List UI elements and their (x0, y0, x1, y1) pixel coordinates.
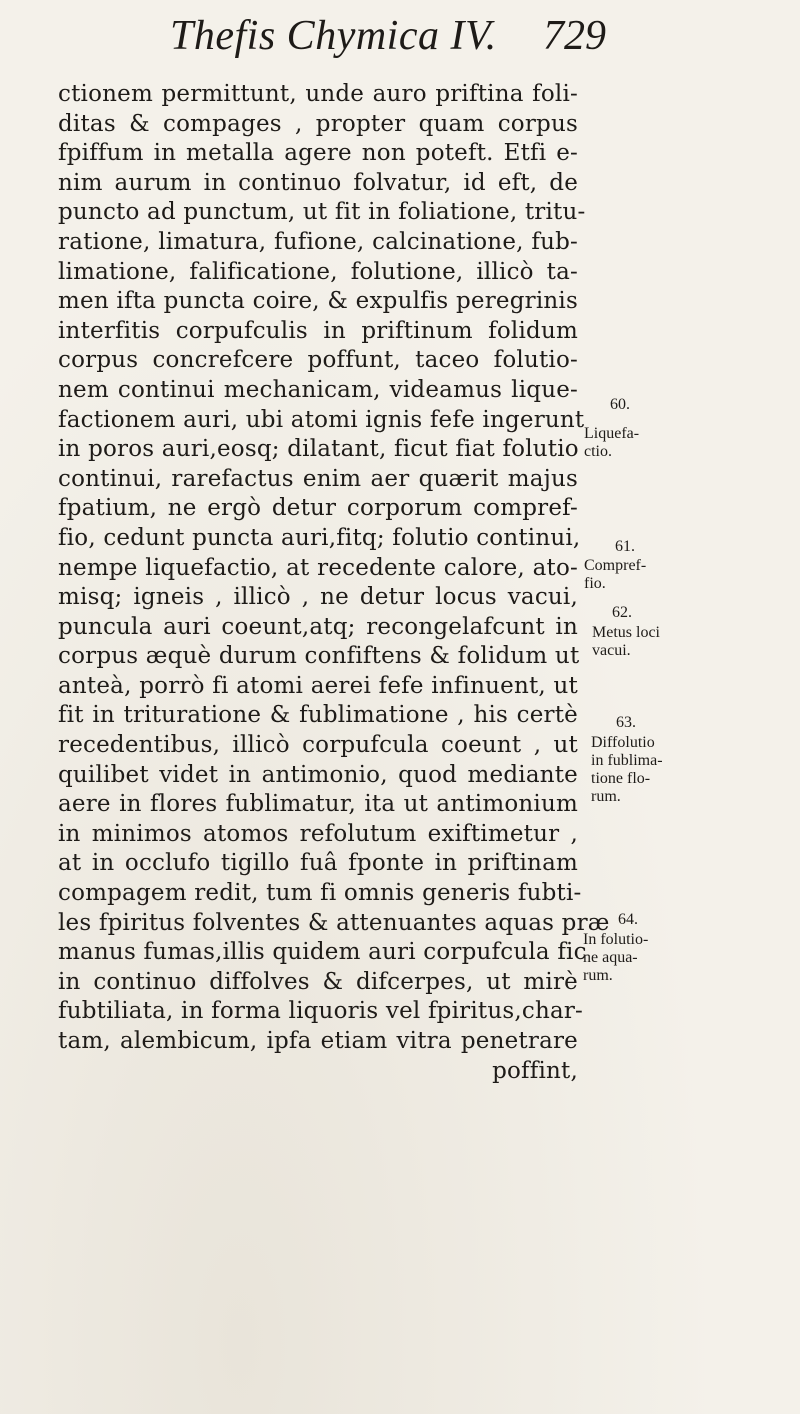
text-line: recedentibus, illicò corpufcula coeunt , ut (58, 732, 578, 759)
margin-note-number: 64. (618, 911, 638, 928)
text-line: ditas & compages , propter quam corpus (58, 110, 578, 137)
text-line: limatione, falificatione, folutione, illicò ta- (58, 258, 578, 285)
margin-note-63 (616, 714, 636, 732)
margin-note-64 (618, 911, 638, 929)
margin-note-text: Liquefa- (584, 425, 640, 442)
page-number: 729 (543, 13, 606, 59)
margin-note-text: rum. (591, 788, 621, 805)
text-line: fpatium, ne ergò detur corporum compref- (58, 495, 578, 522)
text-line: interfitis corpufculis in priftinum folidum (58, 317, 578, 344)
text-line: fpiffum in metalla agere non poteft. Etfi e- (58, 140, 578, 167)
text-line: les fpiritus folventes & attenuantes aquas præ (58, 909, 610, 936)
margin-note-text: Compref- (584, 557, 647, 574)
margin-note-text: Diffolutio (591, 734, 655, 751)
margin-note-number: 61. (615, 538, 635, 555)
text-line: ratione, limatura, fufione, calcinatione, fub- (58, 228, 578, 255)
margin-note-metus-loci (592, 624, 660, 660)
margin-note-number: 60. (610, 396, 630, 413)
margin-note-compressio (584, 557, 646, 593)
text-line: nim aurum in continuo folvatur, id eft, de (58, 169, 578, 196)
text-line: aere in flores fublimatur, ita ut antimonium (58, 791, 578, 818)
text-line: quilibet videt in antimonio, quod mediante (58, 761, 578, 788)
margin-note-60 (610, 396, 630, 414)
margin-note-text: fio. (584, 575, 606, 592)
text-line: nempe liquefactio, at recedente calore, ato- (58, 554, 578, 581)
margin-note-text: tione flo- (591, 770, 651, 787)
margin-note-text: in fublima- (591, 752, 663, 769)
text-line: tam, alembicum, ipfa etiam vitra penetrare (58, 1028, 578, 1054)
text-line: fit in trituratione & fublimatione , his certè (58, 702, 578, 729)
margin-note-text: ne aqua- (583, 949, 638, 966)
text-line: in minimos atomos refolutum exiftimetur , (58, 820, 578, 847)
text-line: misq; igneis , illicò , ne detur locus vacui, (58, 584, 578, 611)
margin-note-text: Metus loci (592, 624, 660, 641)
text-line: in continuo diffolves & difcerpes, ut mirè (58, 968, 578, 995)
margin-note-62 (612, 604, 632, 622)
margin-note-61 (615, 538, 635, 556)
text-line: factionem auri, ubi atomi ignis fefe ingerunt (58, 406, 585, 433)
margin-note-text: ctio. (584, 443, 612, 460)
margin-note-dissolutio (591, 734, 663, 806)
text-line: puncula auri coeunt,atq; recongelafcunt in (58, 613, 578, 640)
text-line: men ifta puncta coire, & expulfis peregrinis (58, 288, 578, 315)
margin-note-liquefactio (584, 425, 639, 461)
text-line: ctionem permittunt, unde auro priftina foli- (58, 81, 578, 107)
margin-note-in-solutione (583, 931, 648, 985)
text-line: poffint, (492, 1057, 578, 1084)
running-head-title: Thefis Chymica IV. (170, 13, 497, 59)
text-line: compagem redit, tum fi omnis generis fubti- (58, 880, 582, 907)
text-line: manus fumas,illis quidem auri corpufcula fic (58, 939, 587, 966)
margin-note-number: 63. (616, 714, 636, 731)
text-line: anteà, porrò fi atomi aerei fefe infinuent, ut (58, 672, 578, 699)
text-line: at in occlufo tigillo fuâ fponte in priftinam (58, 850, 578, 877)
text-line: nem continui mechanicam, videamus lique- (58, 376, 578, 403)
text-line: fio, cedunt puncta auri,fitq; folutio continui, (58, 524, 581, 551)
text-line: in poros auri,eosq; dilatant, ficut fiat folutio (58, 436, 579, 463)
margin-note-number: 62. (612, 604, 632, 621)
text-line: puncto ad punctum, ut fit in foliatione, tritu- (58, 199, 586, 226)
text-line: corpus concrefcere poffunt, taceo folutio- (58, 347, 578, 374)
margin-note-text: vacui. (592, 642, 631, 659)
text-line: continui, rarefactus enim aer quærit majus (58, 465, 578, 492)
margin-note-text: In folutio- (583, 931, 649, 948)
margin-note-text: rum. (583, 967, 613, 984)
text-line: corpus æquè durum confiftens & folidum ut (58, 643, 580, 670)
text-line: fubtiliata, in forma liquoris vel fpiritus,char- (58, 998, 584, 1025)
